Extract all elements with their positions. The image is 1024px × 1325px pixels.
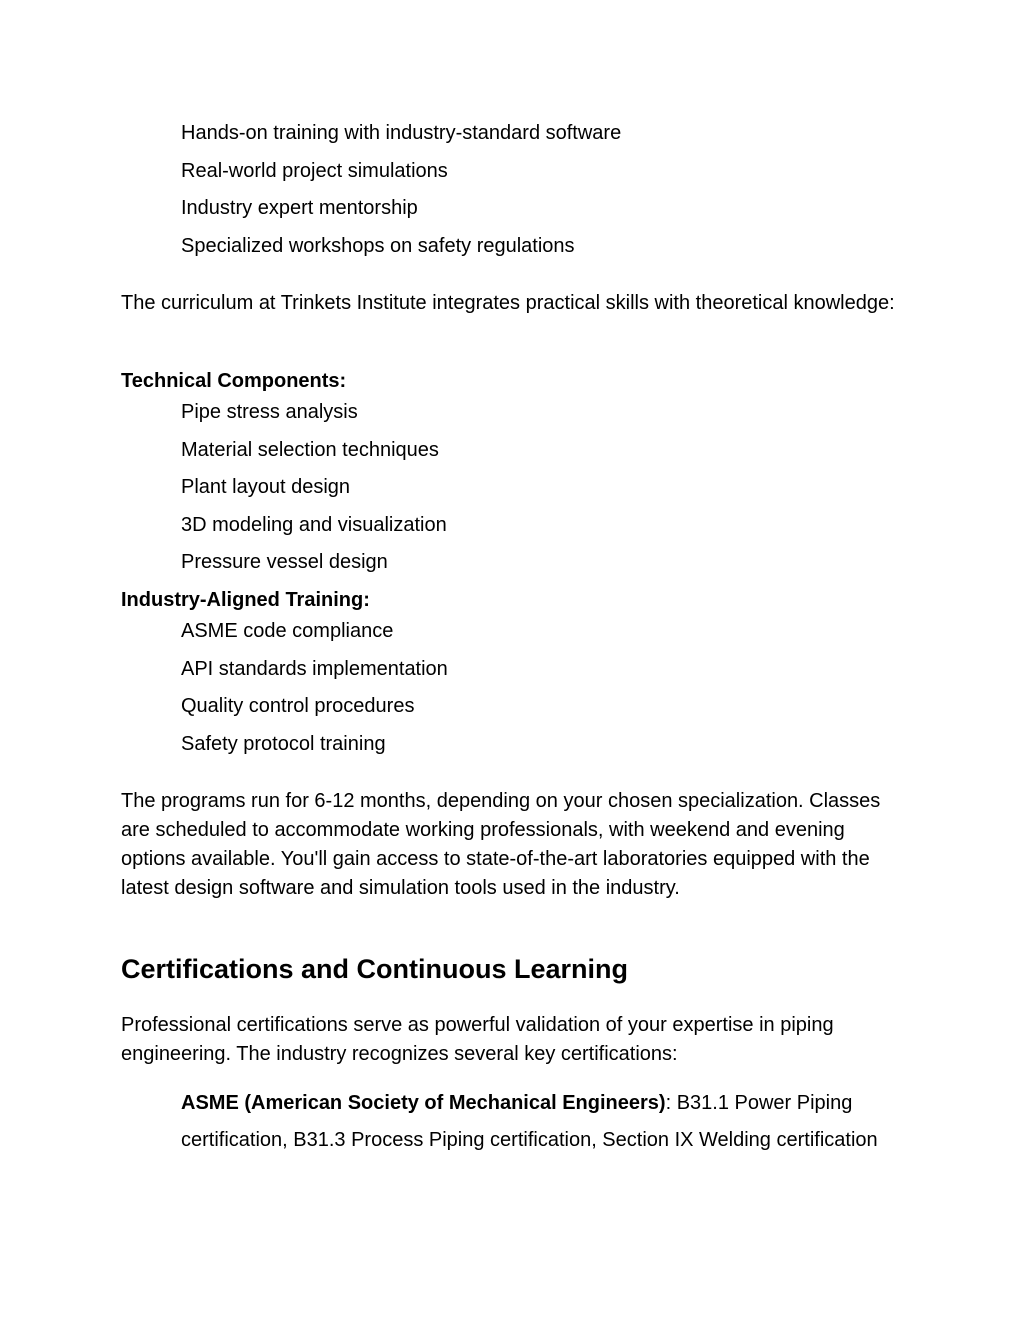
intro-list-item: Industry expert mentorship — [181, 197, 418, 219]
technical-list-item: Plant layout design — [181, 476, 351, 498]
technical-list-item: Pressure vessel design — [181, 551, 388, 573]
certifications-heading: Certifications and Continuous Learning — [121, 954, 629, 984]
intro-list-item: Hands-on training with industry-standard software — [181, 122, 622, 144]
technical-components-heading: Technical Components: — [121, 370, 347, 392]
industry-list-item: Safety protocol training — [181, 733, 386, 755]
programs-paragraph: The programs run for 6-12 months, depending on your chosen specialization. Classes are scheduled to accommodate working professionals, with weekend and evening options available. You'll gain access to state-of-the-art laboratories equipped with the latest design software and simulation tools used in the industry. — [121, 790, 881, 899]
certification-detail: : B31.1 Power Piping certification, B31.3 Process Piping certification, Section IX Welding certification — [181, 1092, 878, 1151]
intro-list-item: Real-world project simulations — [181, 160, 448, 182]
industry-list-item: ASME code compliance — [181, 620, 394, 642]
intro-list-item: Specialized workshops on safety regulations — [181, 235, 575, 257]
industry-list-item: API standards implementation — [181, 658, 448, 680]
technical-list-item: 3D modeling and visualization — [181, 514, 447, 536]
certifications-intro-paragraph: Professional certifications serve as powerful validation of your expertise in piping engineering. The industry recognizes several key certifications: — [121, 1014, 834, 1065]
certification-item — [181, 1085, 911, 1159]
industry-training-heading: Industry-Aligned Training: — [121, 589, 370, 611]
certification-name: ASME (American Society of Mechanical Engineers) — [181, 1092, 666, 1114]
industry-list-item: Quality control procedures — [181, 695, 415, 717]
curriculum-intro-paragraph: The curriculum at Trinkets Institute integrates practical skills with theoretical knowledge: — [121, 292, 895, 314]
technical-list-item: Material selection techniques — [181, 439, 439, 461]
technical-list-item: Pipe stress analysis — [181, 401, 358, 423]
